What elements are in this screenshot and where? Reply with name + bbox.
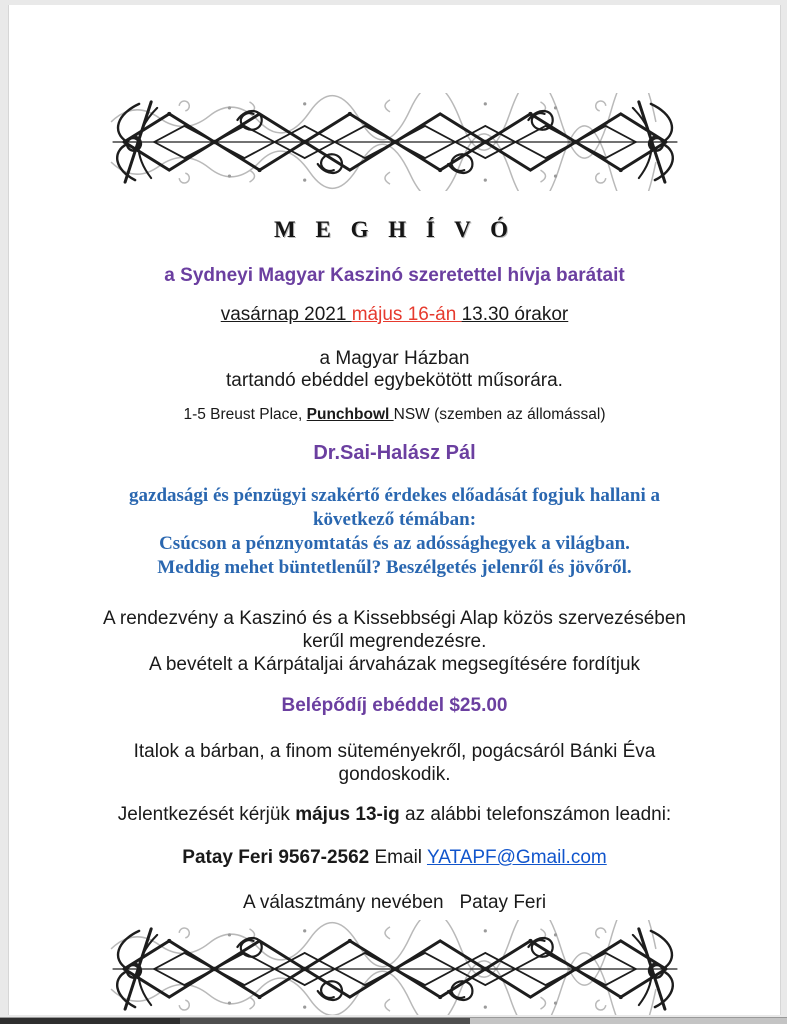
address-post: NSW (szemben az állomással) [393, 406, 606, 423]
flourish-border-top-icon [99, 93, 691, 191]
page-title: M E G H Í V Ó [274, 217, 515, 242]
contact-email-label: Email [369, 847, 427, 868]
catering-note [9, 740, 780, 786]
event-date-line [9, 304, 780, 326]
catering-line-1: Italok a bárban, a finom süteményekről, pogácsáról Bánki Éva [133, 741, 656, 762]
scrollbar-thumb[interactable] [0, 1018, 470, 1024]
organizer-line-1: A rendezvény a Kaszinó és a Kissebbségi Alap közös szervezésében [102, 608, 687, 629]
address-line [9, 406, 780, 424]
registration-line [9, 804, 780, 826]
closing-signature: A választmány nevében Patay Feri [242, 892, 547, 913]
venue-lines [9, 348, 780, 392]
registration-pre: Jelentkezését kérjük [117, 804, 296, 825]
organizer-note [9, 607, 780, 676]
contact-name-phone: Patay Feri 9567-2562 [182, 847, 370, 868]
registration-deadline: május 13-ig [295, 804, 400, 825]
date-highlight: május 16-án [351, 304, 462, 325]
entry-price: Belépődíj ebéddel $25.00 [281, 695, 508, 716]
talk-line-4: Meddig mehet büntetlenűl? Beszélgetés jelenről és jövőről. [157, 557, 632, 578]
catering-line-2: gondoskodik. [338, 764, 451, 785]
venue-line-2: tartandó ebéddel egybekötött műsorára. [226, 370, 563, 391]
address-pre: 1-5 Breust Place, [183, 406, 307, 423]
talk-line-2: következő témában: [312, 509, 477, 530]
date-part-post: 13.30 órakor [461, 304, 569, 325]
organizer-line-2: kerűl megrendezésre. [302, 631, 487, 652]
contact-email-link[interactable]: YATAPF@Gmail.com [426, 847, 607, 868]
registration-post: az alábbi telefonszámon leadni: [399, 804, 672, 825]
talk-line-1: gazdasági és pénzügyi szakértő érdekes előadását fogjuk hallani a [129, 485, 660, 506]
talk-description [9, 484, 780, 580]
contact-line [9, 847, 780, 869]
horizontal-scrollbar [0, 1018, 787, 1024]
address-suburb: Punchbowl [306, 406, 394, 423]
flourish-border-bottom-icon [99, 920, 691, 1015]
date-part-pre: vasárnap 2021 [220, 304, 352, 325]
host-intro-line: a Sydneyi Magyar Kaszinó szeretettel hívja barátait [164, 265, 625, 286]
invitation-page [8, 5, 781, 1015]
talk-line-3: Csúcson a pénznyomtatás és az adóssághegyek a világban. [159, 533, 630, 554]
organizer-line-3: A bevételt a Kárpátaljai árvaházak megsegítésére fordítjuk [148, 654, 641, 675]
venue-line-1: a Magyar Házban [319, 348, 470, 369]
speaker-name: Dr.Sai-Halász Pál [313, 442, 476, 464]
